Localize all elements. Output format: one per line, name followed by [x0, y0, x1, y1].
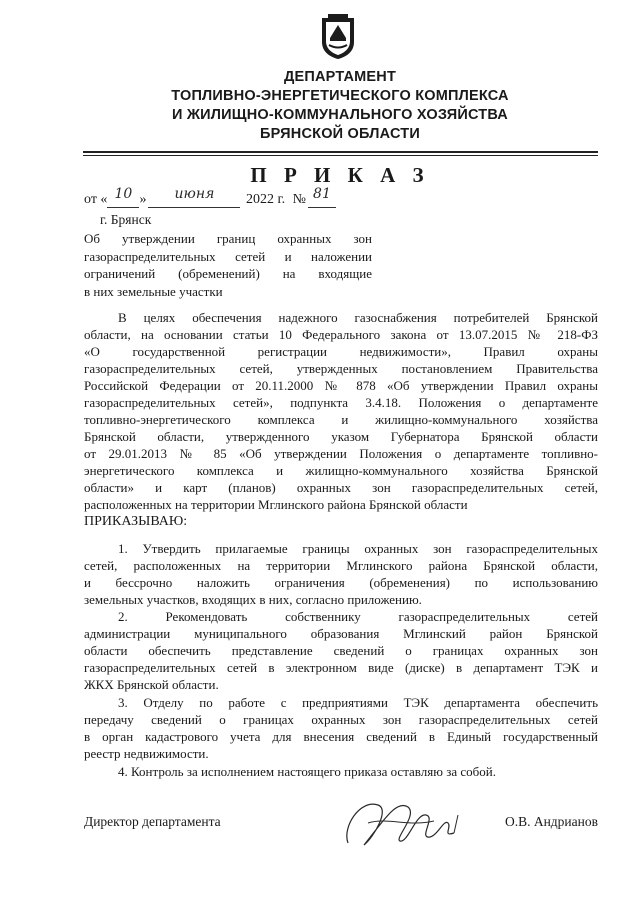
date-month: июня	[174, 186, 215, 202]
preamble-line: от 29.01.2013 № 85 «Об утверждении Положения о департаменте топливно-	[84, 446, 598, 461]
department-line-3: И ЖИЛИЩНО-КОММУНАЛЬНОГО ХОЗЯЙСТВА	[172, 107, 508, 123]
item-line: ЖКХ Брянской области.	[84, 677, 219, 692]
header-divider-thin	[83, 155, 598, 156]
header-divider-thick	[83, 151, 598, 153]
item-line: 3. Отделу по работе с предприятиями ТЭК департамента обеспечить	[118, 695, 598, 710]
date-mid: »	[139, 192, 147, 207]
department-line-1: ДЕПАРТАМЕНТ	[283, 69, 397, 85]
item-line: 2. Рекомендовать собственнику газораспределительных сетей	[118, 609, 598, 624]
date-prefix: от «	[84, 192, 108, 207]
item-line: передачу сведений о границах охранных зон газораспределительных сетей	[84, 712, 598, 727]
preamble-line: расположенных на территории Мглинского района Брянской области	[84, 497, 468, 512]
item-line: реестр недвижимости.	[84, 746, 209, 761]
handwritten-signature-icon	[338, 793, 468, 855]
date-day-field	[107, 186, 139, 208]
item-line: области обеспечить представление сведений о границах охранных зон	[84, 643, 598, 658]
item-line: и бессрочно наложить ограничения (обременения) по использованию	[84, 575, 598, 590]
subject-line: ограничений (обременений) на входящие	[84, 266, 372, 282]
item-line: газораспределительных сетей в электронном виде (диске) в департамент ТЭК и	[84, 660, 598, 675]
signer-position: Директор департамента	[84, 814, 221, 829]
date-day: 10	[114, 186, 133, 202]
item-line: 1. Утвердить прилагаемые границы охранных зон газораспределительных	[118, 541, 598, 556]
department-line-4: БРЯНСКОЙ ОБЛАСТИ	[260, 126, 420, 142]
date-month-field	[148, 186, 240, 208]
order-item-3	[84, 694, 598, 762]
order-date-line	[84, 186, 336, 208]
order-subject	[84, 230, 372, 300]
date-year: 2022 г.	[245, 192, 286, 207]
item-line: земельных участков, входящих в них, согласно приложению.	[84, 592, 422, 607]
order-item-1	[84, 540, 598, 608]
city-label: г. Брянск	[100, 212, 152, 227]
preamble-line: Брянской области, утвержденного указом Губернатора Брянской области	[84, 429, 598, 444]
order-number: 81	[313, 186, 331, 202]
item-line: администрации муниципального образования Мглинский район Брянской	[84, 626, 598, 641]
item-line: сетей, расположенных на территории Мглинского района Брянской области,	[84, 558, 598, 573]
department-header	[100, 68, 580, 144]
preamble-line: Российской Федерации от 20.11.2000 № 878 «Об утверждении Правил охраны	[84, 378, 598, 393]
subject-line: Об утверждении границ охранных зон	[84, 231, 372, 246]
preamble-line: газораспределительных сетей, утвержденных постановлением Правительства	[84, 361, 598, 376]
subject-line: газораспределительных сетей и наложении	[84, 248, 372, 264]
order-number-field	[308, 186, 336, 208]
item-line: 4. Контроль за исполнением настоящего приказа оставляю за собой.	[118, 764, 496, 779]
order-command: ПРИКАЗЫВАЮ:	[84, 514, 188, 529]
subject-line: в них земельные участки	[84, 283, 223, 299]
preamble-line: «О государственной регистрации недвижимости», Правил охраны	[84, 344, 598, 359]
preamble-paragraph	[84, 309, 598, 530]
preamble-line: области» и карт (планов) охранных зон газораспределительных сетей,	[84, 480, 598, 495]
order-item-4	[84, 763, 598, 780]
preamble-line: топливно-энергетического комплекса и жилищно-коммунального хозяйства	[84, 412, 598, 427]
department-line-2: ТОПЛИВНО-ЭНЕРГЕТИЧЕСКОГО КОМПЛЕКСА	[171, 88, 509, 104]
preamble-line: энергетического комплекса и жилищно-коммунального хозяйства Брянской	[84, 463, 598, 478]
coat-of-arms-icon	[320, 14, 356, 60]
order-number-prefix: №	[292, 192, 306, 207]
preamble-line: В целях обеспечения надежного газоснабжения потребителей Брянской	[118, 310, 598, 325]
preamble-line: газораспределительных сетей», подпункта 3.4.18. Положения о департаменте	[84, 395, 598, 410]
order-title: П Р И К А З	[250, 163, 430, 187]
order-item-2	[84, 608, 598, 693]
signer-name: О.В. Андрианов	[504, 814, 598, 829]
item-line: в орган кадастрового учета для внесения сведений в Единый государственный	[84, 729, 598, 744]
preamble-line: области, на основании статьи 10 Федерального закона от 13.07.2015 № 218-ФЗ	[84, 327, 598, 342]
